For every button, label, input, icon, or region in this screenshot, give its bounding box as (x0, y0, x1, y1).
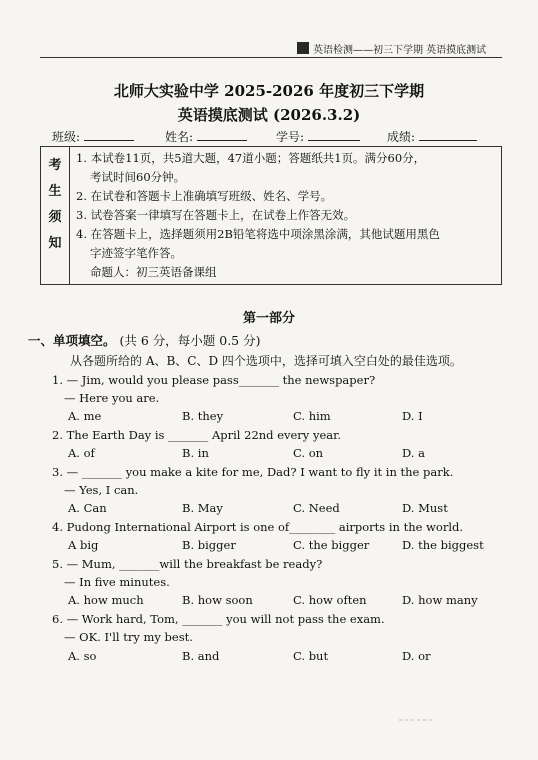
part1-score-note: (共 6 分，每小题 0.5 分) (119, 333, 261, 348)
name-field[interactable] (165, 128, 247, 145)
option-a[interactable]: A. so (68, 649, 97, 663)
notice-author: 命题人：初三英语备课组 (90, 265, 217, 279)
name-blank (197, 128, 247, 141)
option-d[interactable]: D. I (402, 409, 423, 423)
exam-subtitle: 英语摸底测试 (2026.3.2) (177, 106, 361, 124)
option-d[interactable]: D. or (402, 649, 431, 663)
notice-side-char: 生 (48, 184, 62, 199)
option-d[interactable]: D. a (402, 446, 425, 460)
option-d[interactable]: D. how many (402, 593, 478, 607)
option-c[interactable]: C. but (293, 649, 329, 663)
option-d[interactable]: D. Must (402, 501, 448, 515)
class-label: 班级: (52, 130, 81, 144)
option-d[interactable]: D. the biggest (402, 538, 484, 552)
option-a[interactable]: A. Can (68, 501, 107, 515)
notice-body (70, 147, 502, 285)
notice-side-char: 知 (48, 236, 62, 251)
class-field[interactable] (52, 128, 134, 145)
page-header-label: 英语检测——初三下学期 英语摸底测试 (313, 45, 487, 56)
part1-instruction: 从各题所给的 A、B、C、D 四个选项中，选择可填入空白处的最佳选项。 (70, 354, 462, 368)
option-b[interactable]: B. bigger (182, 538, 236, 552)
header-divider (40, 57, 502, 58)
option-b[interactable]: B. in (182, 446, 209, 460)
question-stem: 6. — Work hard, Tom, _______ you will not pass the exam. (52, 612, 385, 626)
score-label: 成绩: (387, 130, 416, 144)
option-a[interactable]: A. how much (68, 593, 144, 607)
part1-heading-row (28, 331, 260, 349)
exam-notice-box (40, 146, 502, 285)
question-stem: 3. — _______ you make a kite for me, Dad? I want to fly it in the park. (52, 465, 454, 479)
part1-heading: 一、单项填空。 (28, 333, 116, 348)
score-blank (419, 128, 477, 141)
notice-item: 1. 本试卷11页，共5道大题，47道小题；答题纸共1页。满分60分， (76, 151, 426, 165)
number-label: 学号: (276, 130, 305, 144)
number-blank (308, 128, 360, 141)
notice-item: 2. 在试卷和答题卡上准确填写班级、姓名、学号。 (76, 189, 333, 203)
question-reply: — In five minutes. (64, 575, 170, 589)
question-stem: 4. Pudong International Airport is one of________ airports in the world. (52, 520, 464, 534)
notice-item: 字迹签字笔作答。 (90, 246, 182, 260)
option-a[interactable]: A. of (68, 446, 95, 460)
question-stem: 5. — Mum, _______will the breakfast be ready? (52, 557, 323, 571)
option-b[interactable]: B. May (182, 501, 223, 515)
question-stem: 1. — Jim, would you please pass_______ the newspaper? (52, 373, 376, 387)
option-b[interactable]: B. how soon (182, 593, 253, 607)
option-c[interactable]: C. the bigger (293, 538, 370, 552)
question-reply: — Here you are. (64, 391, 160, 405)
notice-item: 3. 试卷答案一律填写在答题卡上，在试卷上作答无效。 (76, 208, 356, 222)
option-a[interactable]: A. me (68, 409, 102, 423)
number-field[interactable] (276, 128, 360, 145)
section-title: 第一部分 (242, 311, 295, 326)
option-c[interactable]: C. how often (293, 593, 367, 607)
option-b[interactable]: B. they (182, 409, 224, 423)
notice-item: 4. 在答题卡上，选择题须用2B铅笔将选中项涂黑涂满，其他试题用黑色 (76, 227, 440, 241)
question-reply: — Yes, I can. (64, 483, 139, 497)
option-c[interactable]: C. Need (293, 501, 340, 515)
option-a[interactable]: A big (68, 538, 99, 552)
header-logo-mark (297, 42, 309, 54)
notice-side-label (41, 147, 70, 285)
notice-item: 考试时间60分钟。 (90, 170, 186, 184)
question-reply: — OK. I'll try my best. (64, 630, 193, 644)
notice-side-char: 须 (48, 210, 62, 225)
scan-mark-icon (397, 711, 437, 725)
exam-title: 北师大实验中学 2025-2026 年度初三下学期 (113, 82, 425, 100)
option-c[interactable]: C. on (293, 446, 324, 460)
score-field[interactable] (387, 128, 477, 145)
question-stem: 2. The Earth Day is _______ April 22nd every year. (52, 428, 342, 442)
class-blank (84, 128, 134, 141)
name-label: 姓名: (165, 130, 194, 144)
option-b[interactable]: B. and (182, 649, 220, 663)
option-c[interactable]: C. him (293, 409, 331, 423)
notice-side-char: 考 (48, 158, 62, 173)
